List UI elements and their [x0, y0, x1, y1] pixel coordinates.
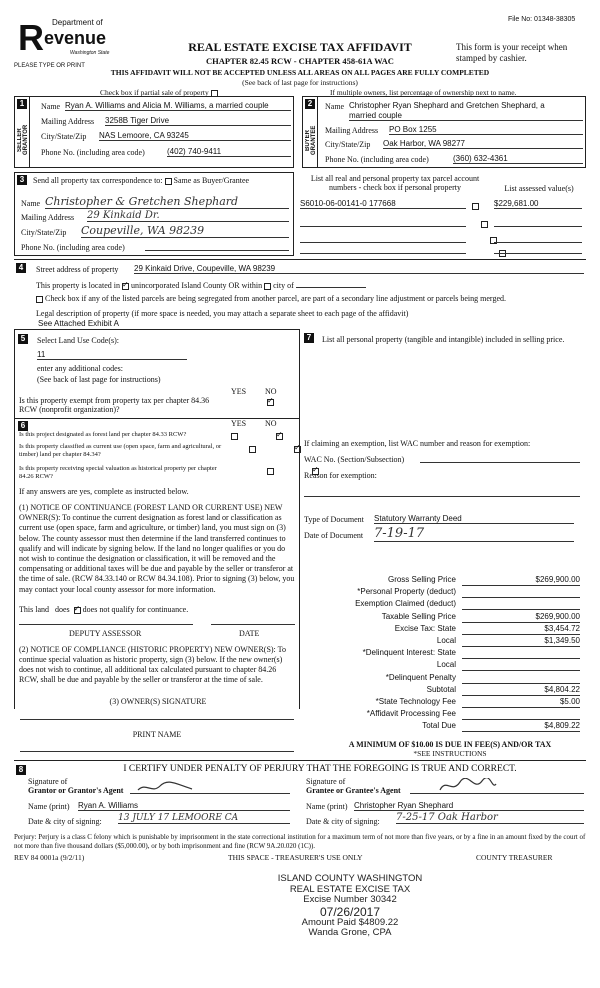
tax-row — [300, 721, 580, 733]
tax-row — [300, 673, 580, 685]
receipt-note: This form is your receipt when stamped by cashier. — [456, 42, 568, 63]
doc-date-field[interactable]: 7-19-17 — [374, 526, 574, 542]
historic-yes-checkbox[interactable] — [267, 468, 274, 475]
warning: THIS AFFIDAVIT WILL NOT BE ACCEPTED UNLESS ALL AREAS ON ALL PAGES ARE FULLY COMPLETED — [110, 68, 490, 77]
reason-label: Reason for exemption: — [304, 471, 377, 480]
tax-row-label: *State Technology Fee — [375, 696, 456, 706]
grantor-name-field[interactable]: Ryan A. Williams — [78, 801, 290, 811]
deputy-signature-line[interactable] — [19, 619, 193, 625]
buyer-phone-field[interactable]: (360) 632-4361 — [453, 154, 583, 164]
city-of-field[interactable] — [296, 280, 366, 288]
tax-row-value[interactable] — [462, 709, 580, 720]
corr-mail-field[interactable]: 29 Kinkaid Dr. — [87, 210, 289, 222]
parcel-section — [298, 172, 586, 256]
notice-compliance: (2) NOTICE OF COMPLIANCE (HISTORIC PROPERTY) NEW OWNER(S): To continue special valuation as historic property, sign (3) below. If the new owner(s) does not wish to continue, all additional tax calculated pursuant to chapter 84.26 RCW, shall be due and payable by the seller or transferor at the time of sale. — [19, 645, 286, 684]
section-number: 1 — [17, 99, 27, 109]
grantor-signature-mark — [136, 780, 196, 794]
seller-side-label: SELLER GRANTOR — [17, 124, 29, 156]
grantee-signature-mark — [438, 778, 498, 794]
corr-mail-label: Mailing Address — [21, 213, 75, 222]
logo-letter: R — [18, 17, 44, 58]
forest-no-checkbox[interactable] — [276, 433, 283, 440]
grantee-name-field[interactable]: Christopher Ryan Shephard — [354, 801, 584, 811]
print-name-label: PRINT NAME — [132, 730, 182, 739]
land-use-code[interactable]: 11 — [37, 350, 187, 360]
tax-row — [300, 697, 580, 709]
deputy-label: DEPUTY ASSESSOR — [69, 629, 142, 638]
corr-phone-field[interactable] — [145, 242, 289, 251]
assessed-value-4[interactable] — [494, 247, 582, 254]
yes-header: YES — [231, 419, 247, 428]
tax-row-value[interactable]: $3,454.72 — [462, 624, 580, 635]
print-name-line[interactable] — [20, 746, 294, 752]
section-number: 7 — [304, 333, 314, 343]
parcel-row-3[interactable] — [300, 234, 466, 243]
logo-line1: Department of — [52, 18, 103, 27]
file-number: File No: 01348-38305 — [508, 16, 576, 23]
tax-row-value[interactable]: $269,900.00 — [462, 612, 580, 623]
seller-section — [14, 96, 294, 168]
doc-type-label: Type of Document — [304, 515, 364, 524]
qualify-line: This land does ✓ does not qualify for continuance. — [19, 605, 188, 614]
dor-logo — [14, 18, 124, 64]
seller-city-label: City/State/Zip — [41, 132, 87, 141]
correspondence-label: Send all property tax correspondence to: Same as Buyer/Grantee — [33, 176, 250, 185]
forest-question: Is this project designated as forest land per chapter 84.33 RCW? — [19, 431, 187, 438]
form-title: REAL ESTATE EXCISE TAX AFFIDAVIT — [188, 40, 412, 54]
current-use-section — [14, 419, 300, 709]
parcel-row-1[interactable]: S6010-06-00141-0 177668 — [300, 199, 466, 209]
no-header: NO — [265, 419, 277, 428]
street-label: Street address of property — [36, 265, 119, 274]
historic-question: Is this property receiving special valuation as historical property per chapter 84.26 RCW? — [19, 465, 217, 480]
legal-label: Legal description of property (if more space is needed, you may attach a separate sheet to each page of the affidavit) — [36, 309, 409, 318]
same-as-buyer-checkbox[interactable] — [165, 178, 172, 185]
multiple-owners-note: If multiple owners, list percentage of ownership next to name. — [330, 88, 517, 97]
tax-row-label: Local — [436, 635, 456, 645]
tax-row-label: *Affidavit Processing Fee — [366, 709, 456, 719]
section-number: 4 — [16, 263, 26, 273]
tax-row — [300, 636, 580, 648]
tax-row-label: Total Due — [422, 721, 456, 731]
see-back: (See back of last page for instructions) — [37, 375, 161, 384]
assessed-value-2[interactable] — [494, 218, 582, 227]
grantee-date-field[interactable]: 7-25-17 Oak Harbor — [396, 812, 584, 824]
corr-city-field[interactable]: Coupeville, WA 98239 — [81, 224, 289, 238]
land-use-section — [14, 329, 300, 419]
grantor-sig-label: Signature of — [28, 777, 68, 786]
seller-phone-field[interactable]: (402) 740-9411 — [167, 147, 291, 157]
exemption-label: If claiming an exemption, list WAC number and reason for exemption: — [304, 439, 531, 448]
corr-name-label: Name — [21, 199, 41, 208]
buyer-name-field[interactable]: Christopher Ryan Shephard and Gretchen Shephard, a — [349, 101, 545, 110]
additional-codes-label: enter any additional codes: — [37, 364, 123, 373]
date-label: DATE — [239, 629, 260, 638]
tax-row-label: *Personal Property (deduct) — [357, 587, 456, 597]
legal-field[interactable]: See Attached Exhibit A — [38, 319, 119, 328]
grantor-name-label: Name (print) — [28, 802, 70, 811]
section-number: 8 — [16, 765, 26, 775]
tax-row-value[interactable] — [462, 648, 580, 659]
street-field[interactable]: 29 Kinkaid Drive, Coupeville, WA 98239 — [134, 264, 584, 274]
tax-row-value[interactable]: $269,900.00 — [462, 575, 580, 586]
corr-name-field[interactable]: Christopher & Gretchen Shephard — [45, 195, 289, 209]
if-yes-note: If any answers are yes, complete as instructed below. — [19, 487, 189, 496]
partial-sale-label: Check box if partial sale of property — [100, 88, 218, 97]
location-line: This property is located in ✓ unincorporated Island County OR within city of — [36, 280, 366, 290]
seller-mail-label: Mailing Address — [41, 117, 95, 126]
tax-row-value[interactable] — [462, 673, 580, 684]
buyer-section — [302, 96, 586, 168]
tax-row — [300, 575, 580, 587]
minimum-note: A MINIMUM OF $10.00 IS DUE IN FEE(S) AND/OR TAX — [348, 740, 552, 749]
correspondence-section — [14, 172, 294, 256]
grantee-signature[interactable] — [410, 780, 584, 794]
assessed-header: List assessed value(s) — [504, 184, 574, 193]
tax-row-value[interactable] — [462, 587, 580, 598]
buyer-name-field-2[interactable]: married couple — [349, 111, 583, 121]
segregated-checkbox[interactable] — [36, 296, 43, 303]
grantee-date-label: Date & city of signing: — [306, 817, 380, 826]
perjury-note: Perjury: Perjury is a class C felony which is punishable by imprisonment in the state correctional institution for a maximum term of not more than five years, or by a fine in an amount fixed by the court of not more than five thousand dollars ($5,000.00), or by both imprisonment and fine (RCW 9A.20.020 (1C)). — [14, 833, 586, 850]
buyer-side-label: BUYER GRANTEE — [305, 125, 317, 155]
seller-city-field[interactable]: NAS Lemoore, CA 93245 — [99, 131, 291, 141]
tax-row-value[interactable] — [462, 660, 580, 671]
tax-row-label: Gross Selling Price — [387, 575, 456, 584]
logo-word: evenue — [44, 28, 107, 48]
exempt-question: Is this property exempt from property tax per chapter 84.36 RCW (nonprofit organization)? — [19, 396, 210, 414]
tax-row-label: *Delinquent Interest: State — [362, 648, 456, 658]
grantor-date-field[interactable]: 13 JULY 17 LEMOORE CA — [118, 813, 290, 824]
owner-signature-line[interactable] — [20, 712, 294, 720]
seller-name-field[interactable]: Ryan A. Williams and Alicia M. Williams, a married couple — [65, 101, 291, 111]
no-header: NO — [265, 387, 277, 396]
tax-row-label: Taxable Selling Price — [381, 611, 456, 621]
form-subtitle: CHAPTER 82.45 RCW - CHAPTER 458-61A WAC — [206, 56, 394, 66]
parcel-header: List all real and personal property tax parcel account numbers - check box if personal property — [310, 174, 480, 192]
assessed-value-1[interactable]: $229,681.00 — [494, 199, 582, 209]
logo-line3: Washington State — [70, 50, 110, 56]
personal-property-label: List all personal property (tangible and intangible) included in selling price. — [322, 335, 565, 344]
grantee-name-label: Name (print) — [306, 802, 348, 811]
reason-field[interactable] — [304, 491, 580, 497]
personal-property-checkbox-2[interactable] — [481, 221, 488, 228]
tax-row — [300, 587, 580, 599]
parcel-row-2[interactable] — [300, 218, 466, 227]
tax-row-label: Local — [436, 660, 456, 670]
stamp-line-6: Wanda Grone, CPA — [308, 927, 392, 938]
buyer-city-label: City/State/Zip — [325, 140, 371, 149]
stamp-line-1: ISLAND COUNTY WASHINGTON — [277, 873, 423, 884]
tax-row-value[interactable] — [462, 599, 580, 610]
current-use-question: Is this property classified as current use (open space, farm and agricultural, or timber) land per chapter 84.34? — [19, 443, 222, 458]
tax-row — [300, 624, 580, 636]
stamp-line-4: 07/26/2017 — [319, 904, 381, 919]
tax-row-label: Subtotal — [426, 684, 456, 694]
personal-property-checkbox-1[interactable] — [472, 203, 479, 210]
section-number: 6 — [18, 421, 28, 431]
tax-row — [300, 685, 580, 697]
owner-signature-label: (3) OWNER(S) SIGNATURE — [109, 697, 207, 706]
grantor-date-label: Date & city of signing: — [28, 817, 102, 826]
doc-type-field[interactable]: Statutory Warranty Deed — [374, 514, 574, 524]
tax-row — [300, 660, 580, 672]
tax-row-value[interactable]: $1,349.50 — [462, 636, 580, 647]
section-number: 5 — [18, 334, 28, 344]
grantor-signature[interactable] — [130, 780, 290, 794]
buyer-mail-field[interactable]: PO Box 1255 — [389, 125, 583, 135]
segregated-note: Check box if any of the listed parcels are being segregated from another parcel, are part of a secondary line adjustment or parcels being merged. — [36, 294, 586, 303]
stamp-line-3: Excise Number 30342 — [303, 894, 397, 905]
grantor-agent-label: Grantor or Grantor's Agent — [28, 786, 124, 795]
tax-row-value[interactable]: $5.00 — [462, 697, 580, 708]
tax-row-value[interactable]: $4,804.22 — [462, 685, 580, 696]
stamp-line-2: REAL ESTATE EXCISE TAX — [289, 883, 411, 895]
tax-row — [300, 709, 580, 721]
corr-city-label: City/State/Zip — [21, 228, 67, 237]
current-use-yes-checkbox[interactable] — [249, 446, 256, 453]
treasurer-stamp — [250, 874, 450, 939]
yes-header: YES — [231, 387, 247, 396]
land-use-label: Select Land Use Code(s): — [37, 336, 119, 345]
unincorporated-checkbox[interactable] — [122, 283, 129, 290]
seller-mail-field[interactable]: 3258B Tiger Drive — [105, 116, 291, 126]
wac-field[interactable] — [420, 455, 580, 463]
tax-row-label: *Delinquent Penalty — [385, 672, 456, 682]
wac-label: WAC No. (Section/Subsection) — [304, 455, 405, 464]
parcel-row-4[interactable] — [300, 247, 466, 254]
notice-continuance: (1) NOTICE OF CONTINUANCE (FOREST LAND OR CURRENT USE) NEW OWNER(S): To continue the current designation as forest land or classification as current use (open space, farm and agriculture, or timber) land, you must sign on (3) below. The county assessor must then determine if the land transferred continues to qualify and will indicate by signing below. If the land no longer qualifies or you do not wish to continue the designation or classification, it will be removed and the compensating or additional taxes will be due and payable by the seller or transferor at the time of sale. (RCW 84.33.140 or RCW 84.34.108). Prior to signing (3) below, you may contact your local county assessor for more information. — [19, 503, 295, 594]
stamp-line-5: Amount Paid $4809.22 — [301, 916, 399, 928]
tax-row — [300, 648, 580, 660]
tax-row — [300, 599, 580, 611]
county-treasurer: COUNTY TREASURER — [476, 853, 553, 862]
buyer-name-label: Name — [325, 102, 345, 111]
tax-row-value[interactable]: $4,809.22 — [462, 721, 580, 732]
seller-phone-label: Phone No. (including area code) — [41, 148, 145, 157]
buyer-city-field[interactable]: Oak Harbor, WA 98277 — [383, 139, 583, 149]
please-type: PLEASE TYPE OR PRINT — [14, 63, 85, 69]
tax-row-label: Excise Tax: State — [394, 623, 456, 633]
section-number: 3 — [17, 175, 27, 185]
section-number: 2 — [305, 99, 315, 109]
within-city-checkbox[interactable] — [264, 283, 271, 290]
instructions-note: (See back of last page for instructions) — [242, 78, 358, 87]
corr-phone-label: Phone No. (including area code) — [21, 243, 125, 252]
exempt-no-checkbox[interactable] — [267, 399, 274, 406]
buyer-phone-label: Phone No. (including area code) — [325, 155, 429, 164]
buyer-mail-label: Mailing Address — [325, 126, 379, 135]
does-not-qualify-checkbox[interactable] — [74, 607, 81, 614]
see-instructions: *SEE INSTRUCTIONS — [413, 749, 487, 758]
forest-yes-checkbox[interactable] — [231, 433, 238, 440]
grantee-agent-label: Grantee or Grantee's Agent — [306, 786, 401, 795]
certify-statement: I CERTIFY UNDER PENALTY OF PERJURY THAT THE FOREGOING IS TRUE AND CORRECT. — [123, 764, 517, 774]
seller-name-label: Name — [41, 102, 61, 111]
doc-date-label: Date of Document — [304, 531, 364, 540]
tax-table — [300, 575, 580, 733]
deputy-date-line[interactable] — [211, 619, 295, 625]
treasurer-space: THIS SPACE - TREASURER'S USE ONLY — [228, 853, 363, 862]
grantee-sig-label: Signature of — [306, 777, 346, 786]
tax-row — [300, 612, 580, 624]
tax-row-label: Exemption Claimed (deduct) — [355, 599, 456, 609]
rev-number: REV 84 0001a (9/2/11) — [14, 853, 85, 862]
assessed-value-3[interactable] — [494, 234, 582, 243]
